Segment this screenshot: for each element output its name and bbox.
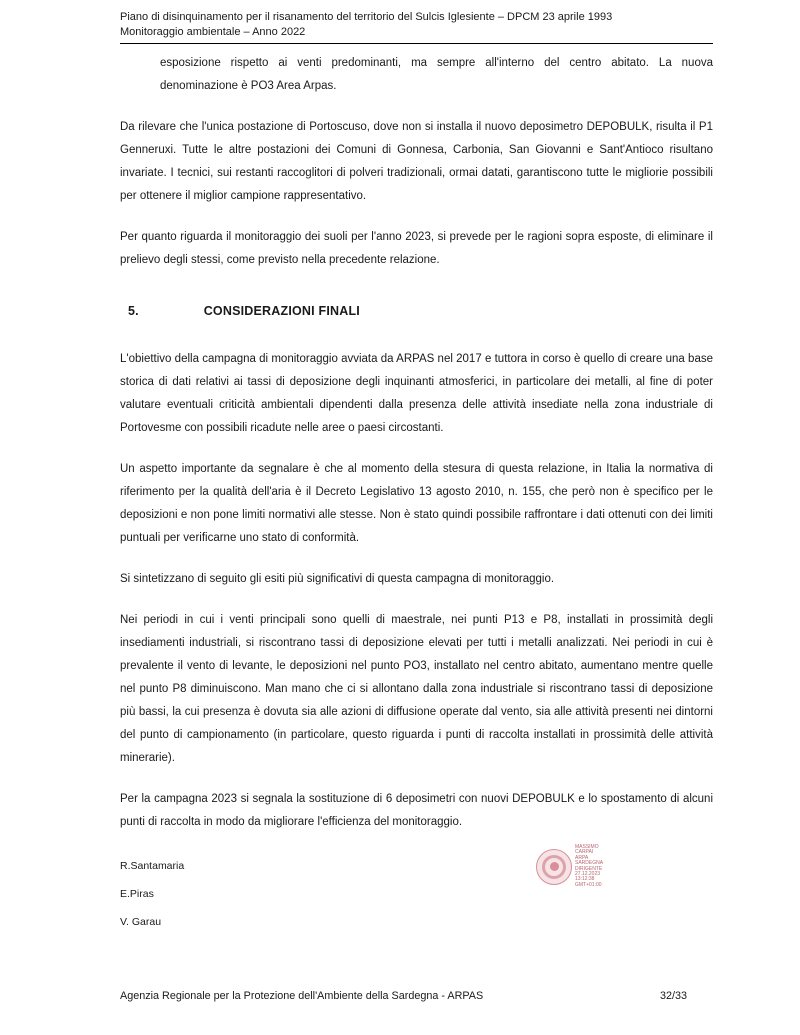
header-line-1: Piano di disinquinamento per il risanamento del territorio del Sulcis Iglesiente – DPCM 23 aprile 1993: [120, 11, 613, 23]
paragraph-campagna-2023: Per la campagna 2023 si segnala la sostituzione di 6 deposimetri con nuovi DEPOBULK e lo spostamento di alcuni punti di raccolta in modo da migliorare l'efficienza del monitoraggio.: [120, 793, 713, 828]
digital-signature-stamp: [536, 845, 603, 888]
stamp-text: [575, 845, 603, 888]
section-number: 5.: [128, 304, 139, 318]
stamp-line: MASSIMO: [575, 844, 599, 850]
seal-icon: [536, 849, 572, 885]
stamp-line: GMT+01:00: [575, 881, 602, 888]
paragraph-suoli: Per quanto riguarda il monitoraggio dei suoli per l'anno 2023, si prevede per le ragioni sopra esposte, di eliminare il prelievo degli stessi, come previsto nella precedente relazione.: [120, 231, 713, 266]
stamp-line: 13:12:38: [575, 876, 595, 883]
signature-block: [120, 860, 713, 929]
signature-name: V. Garau: [120, 916, 162, 928]
section-heading: [120, 304, 713, 318]
stamp-line: ARPA: [575, 854, 589, 861]
page-number: 32/33: [659, 990, 687, 1002]
paragraph-obiettivo: L'obiettivo della campagna di monitoraggio avviata da ARPAS nel 2017 e tuttora in corso è quello di creare una base storica di dati relativi ai tassi di deposizione degli inquinanti atmosferici, in particolare dei metalli, al fine di poter valutare eventuali criticità ambientali dipendenti dalla presenza delle attività insediate nella zona industriale di Portovesme con possibili ricadute nelle aree o paesi circostanti.: [120, 353, 713, 434]
seal-inner-ring: [542, 855, 566, 879]
page-footer: [120, 990, 713, 1002]
section-title: CONSIDERAZIONI FINALI: [203, 304, 360, 318]
signature-name: R.Santamaria: [120, 860, 185, 872]
paragraph-sintesi: Si sintetizzano di seguito gli esiti più significativi di questa campagna di monitoraggio.: [120, 573, 555, 585]
stamp-line: CARPAI: [575, 849, 594, 856]
page-header: [120, 10, 713, 44]
stamp-line: SARDEGNA: [575, 860, 604, 867]
footer-agency-text: Agenzia Regionale per la Protezione dell'Ambiente della Sardegna - ARPAS: [120, 990, 484, 1002]
stamp-line: 27.12.2023: [575, 871, 601, 878]
paragraph-normativa: Un aspetto importante da segnalare è che al momento della stesura di questa relazione, in Italia la normativa di riferimento per la qualità dell'aria è il Decreto Legislativo 13 agosto 2010, n. 155, che però non è specifico per le deposizioni e non pone limiti normativi alle stesse. Non è stato quindi possibile raffrontare i dati ottenuti con dei limiti puntuali per verificarne uno stato di conformità.: [120, 463, 713, 544]
stamp-line: DIRIGENTE: [575, 865, 603, 872]
header-line-2: Monitoraggio ambientale – Anno 2022: [120, 25, 306, 38]
paragraph-portoscuso: Da rilevare che l'unica postazione di Portoscuso, dove non si installa il nuovo deposimetro DEPOBULK, risulta il P1 Genneruxi. Tutte le altre postazioni dei Comuni di Gonnesa, Carbonia, San Giovanni e Sant'Antioco risultano invariate. I tecnici, sui restanti raccoglitori di polveri tradizionali, ormai datati, garantiscono tutte le migliorie possibili per ottenere il miglior campione rappresentativo.: [120, 121, 713, 202]
paragraph-continuation: esposizione rispetto ai venti predominanti, ma sempre all'interno del centro abitato. La nuova denominazione è PO3 Area Arpas.: [160, 57, 713, 92]
page-body: [120, 52, 713, 944]
signature-name: E.Piras: [120, 888, 154, 900]
paragraph-esiti: Nei periodi in cui i venti principali sono quelli di maestrale, nei punti P13 e P8, installati in prossimità degli insediamenti industriali, si riscontrano tassi di deposizione elevati per tutti i metalli analizzati. Nei periodi in cui è prevalente il vento di levante, le deposizioni nel punto PO3, installato nel centro abitato, aumentano mentre quelle nel punto P8 diminuiscono. Man mano che ci si allontano dalla zona industriale si riscontrano tassi di deposizione più bassi, la cui presenza è dovuta sia alle azioni di diffusione operate dal vento, sia alle attività presenti nei dintorni del punto di campionamento (in particolare, questo riguarda i punti di raccolta installati in prossimità delle attività minerarie).: [120, 614, 713, 764]
seal-core-dot: [550, 862, 559, 871]
